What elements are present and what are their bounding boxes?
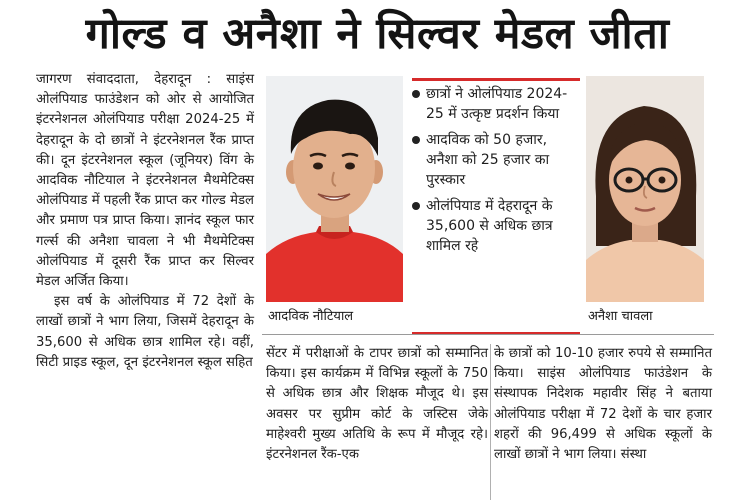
column-divider	[490, 344, 491, 500]
bullet-icon	[412, 136, 420, 144]
bullet-icon	[412, 90, 420, 98]
headline: गोल्ड व अनैशा ने सिल्वर मेडल जीता	[85, 9, 670, 59]
highlight-item	[412, 130, 580, 190]
article-paragraph-2: इस वर्ष के ओलंपियाड में 72 देशों के लाखों छात्रों ने भाग लिया, जिसमें देहरादून के 35,600 से अधिक छात्र शामिल रहे। वहीं, सिटी प्राइड स्कूल, दून इंटरनेशनल स्कूल सहित	[36, 294, 254, 370]
highlights-box	[412, 84, 580, 262]
bullet-icon	[412, 202, 420, 210]
article-paragraph-4: के छात्रों को 10-10 हजार रुपये से सम्मानित किया। साइंस ओलंपियाड फाउंडेशन के संस्थापक निदेशक महावीर सिंह ने बताया ओलंपियाड परीक्षा में 72 देशों के चार हजार शहरों की 96,499 से अधिक स्कूलों के लाखों छात्रों ने भाग लिया। संस्था	[494, 346, 712, 463]
article-column-3	[494, 344, 712, 465]
highlights-top-rule	[412, 78, 580, 81]
section-divider	[262, 334, 714, 335]
article-paragraph-1: जागरण संवाददाता, देहरादून : साइंस ओलंपियाड फाउंडेशन को ओर से आयोजित इंटरनेशनल ओलंपियाड परीक्षा 2024-25 में देहरादून के दो छात्रों ने इंटरनेशनल रैंक प्राप्त की। दून इंटरनेशनल स्कूल (जूनियर) विंग के आदविक नौटियाल ने इंटरनेशनल मैथमेटिक्स ओलंपियाड में पहली रैंक प्राप्त कर गोल्ड मेडल और प्रमाण पत्र प्राप्त किया। ज्ञानंद स्कूल फार गर्ल्स की अनैशा चावला ने भी मैथमेटिक्स ओलंपियाड में दूसरी रैंक प्राप्त कर सिल्वर मेडल अर्जित किया।	[36, 72, 254, 290]
photo-advik	[266, 76, 403, 302]
portrait-boy-image	[266, 76, 403, 302]
portrait-girl-image	[586, 76, 704, 302]
highlight-item	[412, 196, 580, 256]
photo-anaisha	[586, 76, 704, 302]
photo-caption-advik: आदविक नौटियाल	[268, 309, 354, 324]
highlight-item	[412, 84, 580, 124]
article-column-2	[266, 344, 488, 465]
highlight-text: आदविक को 50 हजार, अनैशा को 25 हजार का पुरस्कार	[426, 132, 550, 188]
highlight-text: छात्रों ने ओलंपियाड 2024-25 में उत्कृष्ट प्रदर्शन किया	[426, 86, 568, 122]
article-column-1	[36, 70, 254, 373]
article-paragraph-3: सेंटर में परीक्षाओं के टापर छात्रों को सम्मानित किया। इस कार्यक्रम में विभिन्न स्कूलों के 750 से अधिक छात्र और शिक्षक मौजूद थे। इस अवसर पर सुप्रीम कोर्ट के जस्टिस जेके माहेश्वरी मुख्य अतिथि के रूप में मौजूद रहे। इंटरनेशनल रैंक-एक	[266, 346, 488, 463]
highlight-text: ओलंपियाड में देहरादून के 35,600 से अधिक छात्र शामिल रहे	[426, 198, 553, 254]
photo-caption-anaisha: अनैशा चावला	[588, 309, 653, 324]
